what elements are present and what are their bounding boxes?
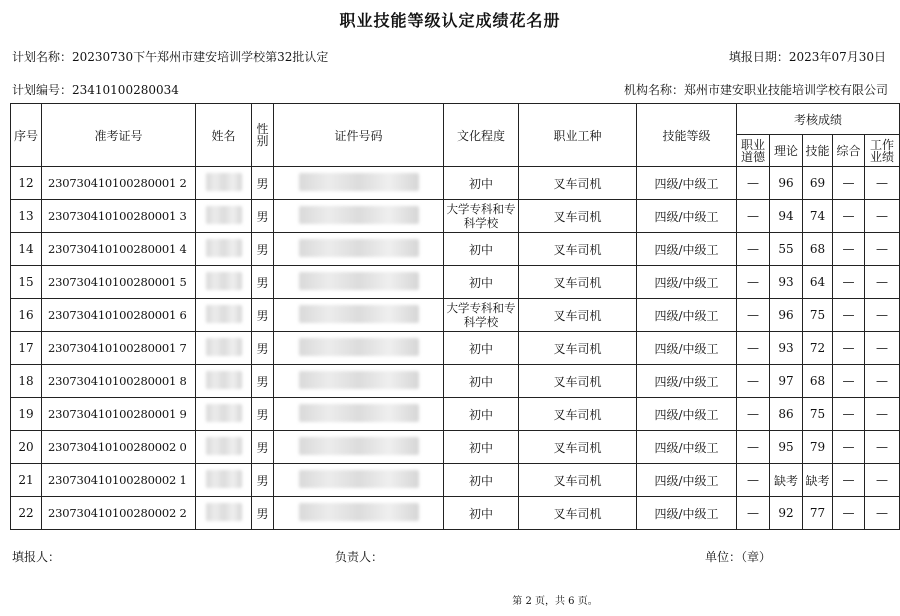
cell-education: 初中 [444,365,519,398]
cell-theory: 94 [770,200,803,233]
cell-theory: 92 [770,497,803,530]
redaction-mask [299,206,419,224]
table-row [11,464,900,497]
redaction-mask [206,272,242,290]
cell-work: — [865,497,900,530]
cell-theory: 96 [770,299,803,332]
cell-theory: 95 [770,431,803,464]
cell-skill-level: 四级/中级工 [637,299,737,332]
plan-number: 计划编号：23410100280034 [12,83,179,97]
redaction-mask [206,239,242,257]
cell-skill: 69 [803,167,833,200]
cell-ticket: 230730410100280001 4 [42,233,196,266]
cell-name-redacted [196,332,252,365]
cell-seq: 22 [11,497,42,530]
cell-gender: 男 [252,200,274,233]
cell-seq: 21 [11,464,42,497]
cell-ethics: — [737,464,770,497]
cell-seq: 14 [11,233,42,266]
cell-name-redacted [196,464,252,497]
cell-seq: 18 [11,365,42,398]
cell-ticket: 230730410100280001 6 [42,299,196,332]
redaction-mask [206,404,242,422]
fill-date: 填报日期：2023年07月30日 [728,50,886,64]
cell-id-redacted [274,497,444,530]
header-skill: 技能 [803,135,833,167]
score-roster-table [10,103,900,530]
cell-ticket: 230730410100280002 1 [42,464,196,497]
cell-id-redacted [274,365,444,398]
cell-gender: 男 [252,497,274,530]
cell-ticket: 230730410100280001 5 [42,266,196,299]
table-row [11,332,900,365]
cell-overall: — [833,299,865,332]
cell-ticket: 230730410100280001 2 [42,167,196,200]
cell-name-redacted [196,431,252,464]
cell-occupation: 叉车司机 [519,497,637,530]
table-row [11,398,900,431]
cell-education: 大学专科和专科学校 [444,200,519,233]
cell-work: — [865,332,900,365]
cell-seq: 12 [11,167,42,200]
cell-occupation: 叉车司机 [519,332,637,365]
cell-overall: — [833,266,865,299]
cell-skill-level: 四级/中级工 [637,497,737,530]
cell-ethics: — [737,200,770,233]
unit-stamp-label: 单位：（章） [705,550,772,564]
redaction-mask [299,371,419,389]
cell-skill: 75 [803,398,833,431]
cell-education: 初中 [444,167,519,200]
header-theory: 理论 [770,135,803,167]
table-row [11,266,900,299]
cell-skill-level: 四级/中级工 [637,233,737,266]
cell-gender: 男 [252,464,274,497]
header-education: 文化程度 [444,104,519,167]
cell-ticket: 230730410100280001 3 [42,200,196,233]
header-scores: 考核成绩 [737,104,900,135]
cell-name-redacted [196,365,252,398]
header-gender: 性别 [252,104,274,167]
redaction-mask [206,173,242,191]
redaction-mask [206,371,242,389]
cell-name-redacted [196,299,252,332]
cell-education: 初中 [444,398,519,431]
cell-occupation: 叉车司机 [519,266,637,299]
cell-skill: 72 [803,332,833,365]
cell-id-redacted [274,431,444,464]
cell-overall: — [833,332,865,365]
cell-skill-level: 四级/中级工 [637,200,737,233]
cell-id-redacted [274,200,444,233]
cell-ethics: — [737,167,770,200]
cell-name-redacted [196,200,252,233]
redaction-mask [206,338,242,356]
cell-skill: 缺考 [803,464,833,497]
cell-ethics: — [737,398,770,431]
cell-occupation: 叉车司机 [519,299,637,332]
cell-theory: 93 [770,332,803,365]
header-id-number: 证件号码 [274,104,444,167]
header-work: 工作业绩 [865,135,900,167]
cell-work: — [865,200,900,233]
cell-work: — [865,167,900,200]
cell-education: 初中 [444,431,519,464]
cell-seq: 20 [11,431,42,464]
cell-skill-level: 四级/中级工 [637,266,737,299]
cell-theory: 86 [770,398,803,431]
cell-theory: 93 [770,266,803,299]
organization-name: 机构名称：郑州市建安职业技能培训学校有限公司 [623,83,888,97]
cell-education: 大学专科和专科学校 [444,299,519,332]
table-row [11,200,900,233]
redaction-mask [206,437,242,455]
cell-gender: 男 [252,299,274,332]
cell-skill: 74 [803,200,833,233]
cell-skill: 68 [803,365,833,398]
redaction-mask [206,503,242,521]
cell-occupation: 叉车司机 [519,365,637,398]
cell-name-redacted [196,398,252,431]
table-row [11,497,900,530]
cell-overall: — [833,200,865,233]
redaction-mask [299,437,419,455]
cell-gender: 男 [252,167,274,200]
cell-work: — [865,365,900,398]
cell-occupation: 叉车司机 [519,167,637,200]
cell-ticket: 230730410100280001 9 [42,398,196,431]
cell-ethics: — [737,266,770,299]
cell-gender: 男 [252,332,274,365]
cell-occupation: 叉车司机 [519,464,637,497]
cell-education: 初中 [444,266,519,299]
cell-skill-level: 四级/中级工 [637,398,737,431]
cell-work: — [865,431,900,464]
cell-overall: — [833,431,865,464]
cell-gender: 男 [252,266,274,299]
cell-overall: — [833,497,865,530]
cell-work: — [865,266,900,299]
cell-id-redacted [274,398,444,431]
cell-seq: 17 [11,332,42,365]
cell-ethics: — [737,332,770,365]
responsible-label: 负责人： [335,550,384,564]
redaction-mask [299,404,419,422]
cell-id-redacted [274,233,444,266]
redaction-mask [299,239,419,257]
cell-ticket: 230730410100280001 8 [42,365,196,398]
cell-id-redacted [274,299,444,332]
cell-ticket: 230730410100280001 7 [42,332,196,365]
redaction-mask [299,272,419,290]
redaction-mask [206,206,242,224]
redaction-mask [206,305,242,323]
cell-overall: — [833,398,865,431]
cell-work: — [865,233,900,266]
header-occupation: 职业工种 [519,104,637,167]
cell-theory: 96 [770,167,803,200]
redaction-mask [299,470,419,488]
cell-occupation: 叉车司机 [519,200,637,233]
cell-overall: — [833,365,865,398]
cell-skill-level: 四级/中级工 [637,332,737,365]
page-indicator: 第 2 页，共 6 页。 [512,596,598,607]
cell-overall: — [833,464,865,497]
cell-name-redacted [196,233,252,266]
cell-ethics: — [737,365,770,398]
header-overall: 综合 [833,135,865,167]
cell-id-redacted [274,266,444,299]
redaction-mask [299,503,419,521]
cell-id-redacted [274,167,444,200]
cell-theory: 缺考 [770,464,803,497]
cell-occupation: 叉车司机 [519,233,637,266]
header-ticket: 准考证号 [42,104,196,167]
cell-gender: 男 [252,431,274,464]
redaction-mask [299,305,419,323]
cell-skill: 75 [803,299,833,332]
cell-education: 初中 [444,497,519,530]
cell-seq: 19 [11,398,42,431]
roster-body [11,167,900,530]
cell-occupation: 叉车司机 [519,431,637,464]
filler-label: 填报人： [12,550,61,564]
cell-gender: 男 [252,233,274,266]
cell-gender: 男 [252,365,274,398]
roster-title: 职业技能等级认定成绩花名册 [339,11,561,30]
cell-skill-level: 四级/中级工 [637,464,737,497]
cell-theory: 97 [770,365,803,398]
cell-overall: — [833,167,865,200]
cell-id-redacted [274,464,444,497]
cell-ethics: — [737,233,770,266]
header-skill-level: 技能等级 [637,104,737,167]
cell-gender: 男 [252,398,274,431]
table-row [11,365,900,398]
cell-name-redacted [196,497,252,530]
cell-education: 初中 [444,464,519,497]
cell-skill: 64 [803,266,833,299]
cell-work: — [865,299,900,332]
cell-education: 初中 [444,233,519,266]
cell-ticket: 230730410100280002 2 [42,497,196,530]
cell-theory: 55 [770,233,803,266]
cell-seq: 16 [11,299,42,332]
cell-skill: 68 [803,233,833,266]
cell-ethics: — [737,431,770,464]
cell-id-redacted [274,332,444,365]
cell-name-redacted [196,266,252,299]
table-row [11,167,900,200]
plan-name: 计划名称：20230730下午郑州市建安培训学校第32批认定 [12,50,329,64]
cell-skill-level: 四级/中级工 [637,431,737,464]
header-seq: 序号 [11,104,42,167]
cell-overall: — [833,233,865,266]
cell-skill-level: 四级/中级工 [637,365,737,398]
header-name: 姓名 [196,104,252,167]
redaction-mask [299,173,419,191]
cell-ticket: 230730410100280002 0 [42,431,196,464]
cell-skill-level: 四级/中级工 [637,167,737,200]
cell-seq: 15 [11,266,42,299]
table-row [11,299,900,332]
redaction-mask [206,470,242,488]
cell-work: — [865,398,900,431]
header-ethics: 职业道德 [737,135,770,167]
cell-ethics: — [737,497,770,530]
cell-ethics: — [737,299,770,332]
cell-occupation: 叉车司机 [519,398,637,431]
table-row [11,431,900,464]
cell-skill: 77 [803,497,833,530]
cell-name-redacted [196,167,252,200]
redaction-mask [299,338,419,356]
cell-skill: 79 [803,431,833,464]
cell-seq: 13 [11,200,42,233]
cell-education: 初中 [444,332,519,365]
table-row [11,233,900,266]
cell-work: — [865,464,900,497]
